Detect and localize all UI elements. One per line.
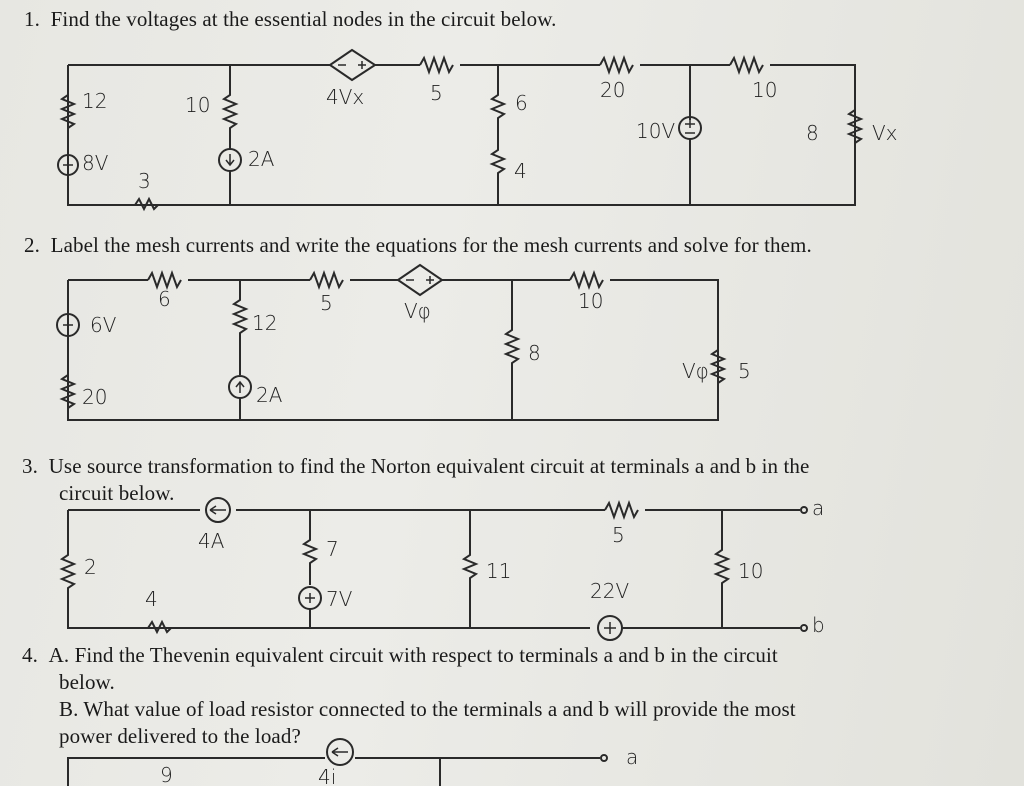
- c3-4a-label: 4A: [198, 529, 225, 553]
- c1-r8-label: 8: [806, 121, 819, 145]
- c3-r4-label: 4: [145, 587, 158, 611]
- c2-r12-label: 12: [252, 311, 278, 335]
- c2-r6-label: 6: [158, 287, 171, 311]
- c3-22v-label: 22V: [590, 579, 630, 603]
- c1-10v-label: 10V: [636, 119, 676, 143]
- question-1: 1. Find the voltages at the essential nodes in the circuit below.: [24, 7, 557, 31]
- c1-r20-label: 20: [600, 78, 626, 102]
- circuit-3: [62, 498, 807, 640]
- circuit-1: [58, 50, 861, 209]
- c1-r12-label: 12: [82, 89, 108, 113]
- c4-term-a: a: [626, 745, 639, 769]
- question-4: 4. A. Find the Thevenin equivalent circuit with respect to terminals a and b in the circuit below. B. What value of load resistor connected to the terminals a and b will provide the most power delivered to the load?: [22, 643, 796, 748]
- c1-8v-label: 8V: [82, 151, 109, 175]
- c2-r10-label: 10: [578, 289, 604, 313]
- c1-r10b-label: 10: [752, 78, 778, 102]
- c3-r10-label: 10: [738, 559, 764, 583]
- question-3: 3. Use source transformation to find the Norton equivalent circuit at terminals a and b in the circuit below.: [22, 454, 810, 505]
- c1-dep-src-label: 4Vx: [326, 85, 365, 109]
- circuit-4: [68, 739, 607, 786]
- c1-r5-label: 5: [430, 81, 443, 105]
- c4-r9-label: 9: [160, 763, 173, 786]
- c1-2a-label: 2A: [248, 147, 275, 171]
- c1-r6-label: 6: [515, 91, 528, 115]
- c2-vphi-label: Vφ: [682, 359, 709, 383]
- c2-r20-label: 20: [82, 385, 108, 409]
- c4-dep-src-label: 4i: [318, 765, 337, 786]
- c3-r2-label: 2: [84, 555, 97, 579]
- c2-r5-label: 5: [320, 291, 333, 315]
- c3-term-a: a: [812, 496, 825, 520]
- c2-2a-label: 2A: [256, 383, 283, 407]
- c3-7v-label: 7V: [326, 587, 353, 611]
- c1-vx-label: Vx: [872, 121, 898, 145]
- c2-r8-label: 8: [528, 341, 541, 365]
- c2-6v-label: 6V: [90, 313, 117, 337]
- c3-r11-label: 11: [486, 559, 512, 583]
- question-2: 2. Label the mesh currents and write the equations for the mesh currents and solve for them.: [24, 233, 812, 257]
- c2-r5b-label: 5: [738, 359, 751, 383]
- c1-r3-label: 3: [138, 169, 151, 193]
- c3-term-b: b: [812, 613, 825, 637]
- c2-dep-src-label: Vφ: [404, 299, 431, 323]
- c3-r5-label: 5: [612, 523, 625, 547]
- c1-r4-label: 4: [514, 159, 527, 183]
- c1-r10-label: 10: [185, 93, 211, 117]
- c3-r7-label: 7: [326, 537, 339, 561]
